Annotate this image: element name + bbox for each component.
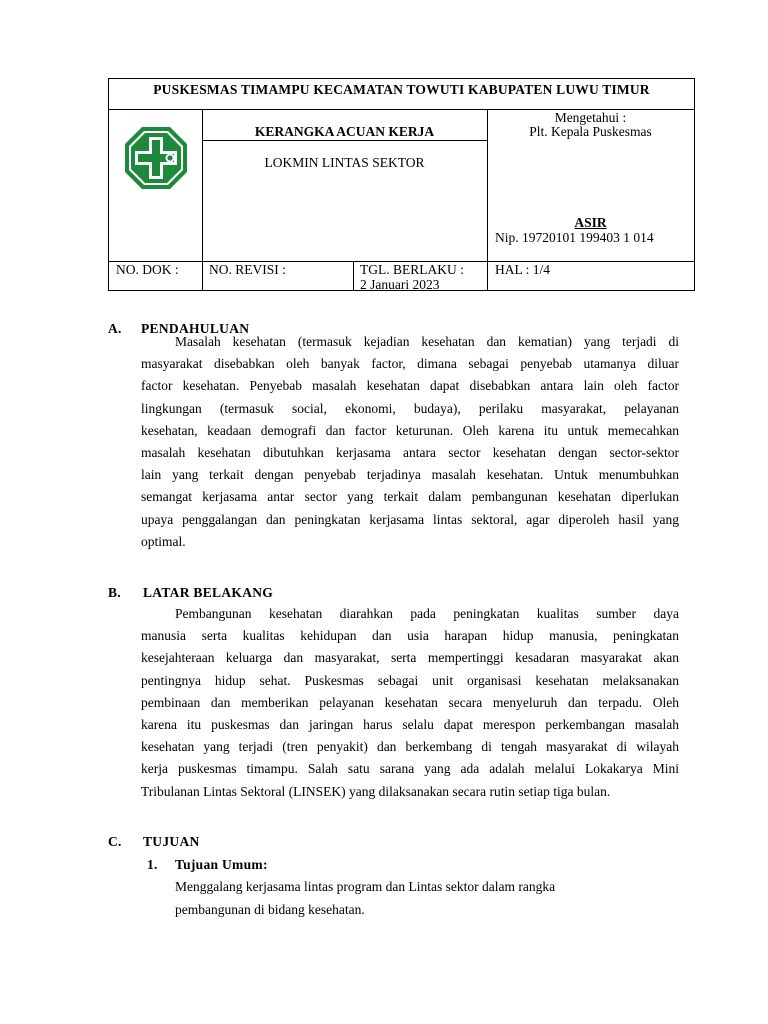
signer-name: ASIR [574, 215, 607, 230]
approval-label: Mengetahui : [554, 110, 627, 125]
section-title: LATAR BELAKANG [143, 585, 274, 600]
doc-subject: LOKMIN LINTAS SEKTOR [264, 155, 425, 170]
text-line: kerja puskesmas timampu. Salah satu sarana yang ada adalah melalui Lokakarya Mini [141, 761, 679, 777]
subsection-number: 1. [147, 857, 158, 872]
approval-role: Plt. Kepala Puskesmas [529, 124, 652, 139]
section-letter: C. [108, 834, 122, 849]
text-line: semangat kerjasama antar sector yang terkait dalam pembangunan kesehatan diperlukan [141, 489, 679, 505]
tgl-berlaku-label: TGL. BERLAKU : [360, 262, 464, 277]
text-line: pentingnya hidup sehat. Puskesmas sebagai unit organisasi kesehatan melaksanakan [141, 672, 679, 688]
text-line: lingkungan (termasuk social, ekonomi, budaya), perilaku masyarakat, pelayanan [141, 400, 679, 416]
text-line: pembinaan dan memberikan pelayanan kesehatan secara menyeluruh dan terpadu. Oleh [141, 694, 679, 710]
hal-label: HAL : 1/4 [495, 262, 550, 277]
text-line: masalah kesehatan dibutuhkan kerjasama antara sector kesehatan dengan sector-sektor [141, 444, 679, 460]
text-line: lain yang terkait dengan penyebab terjadinya masalah kesehatan. Untuk menumbuhkan [141, 467, 679, 483]
institution-title: PUSKESMAS TIMAMPU KECAMATAN TOWUTI KABUPATEN LUWU TIMUR [153, 82, 650, 97]
text-line: Masalah kesehatan (termasuk kejadian kesehatan dan kematian) yang terjadi di [175, 334, 679, 349]
paragraph-pendahuluan [141, 331, 679, 553]
text-line: Pembangunan kesehatan diarahkan pada peningkatan kualitas sumber daya [175, 606, 679, 621]
section-letter: B. [108, 585, 121, 600]
text-line: kesehatan yang terjadi (tren penyakit) dan berkembang di tengah masyarakat di wilayah [141, 739, 679, 755]
section-title: TUJUAN [143, 834, 200, 849]
text-line: kesehatan, keadaan demografi dan factor keturunan. Oleh karena itu untuk memecahkan [141, 422, 679, 438]
text-line: Tribulanan Lintas Sektoral (LINSEK) yang dilaksanakan secara rutin setiap tiga bulan. [141, 783, 611, 799]
tgl-berlaku-value: 2 Januari 2023 [360, 277, 440, 292]
puskesmas-logo-icon [123, 125, 189, 191]
document-header-table [108, 78, 695, 291]
text-line: kesejahteraan keluarga dan masyarakat, serta mempertinggi kesadaran masyarakat akan [141, 650, 679, 666]
text-line: manusia serta kualitas kehidupan dan usia harapan hidup manusia, peningkatan [141, 628, 679, 644]
text-line: masyarakat disebabkan oleh banyak factor, dimana sebagai penyebab utamanya diluar [141, 356, 679, 372]
section-title: PENDAHULUAN [141, 321, 250, 336]
no-revisi-label: NO. REVISI : [209, 262, 286, 277]
text-line: factor kesehatan. Penyebab masalah kesehatan dapat disebabkan antara lain oleh factor [141, 378, 679, 394]
section-letter: A. [108, 321, 122, 336]
no-dok-label: NO. DOK : [116, 262, 179, 277]
paragraph-latar-belakang [141, 603, 679, 803]
signer-nip: Nip. 19720101 199403 1 014 [495, 230, 654, 245]
text-line: karena itu puskesmas dan jaringan harus selalu dapat merespon perkembangan masalah [141, 716, 679, 732]
subsection-text-line: pembangunan di bidang kesehatan. [175, 902, 365, 917]
subsection-title: Tujuan Umum: [175, 857, 268, 872]
text-line: upaya penggalangan dan peningkatan kerjasama lintas sektoral, agar diperoleh hasil yang [141, 511, 679, 527]
subsection-text-line: Menggalang kerjasama lintas program dan Lintas sektor dalam rangka [175, 879, 556, 894]
text-line: optimal. [141, 533, 186, 549]
doc-type: KERANGKA ACUAN KERJA [254, 124, 435, 139]
